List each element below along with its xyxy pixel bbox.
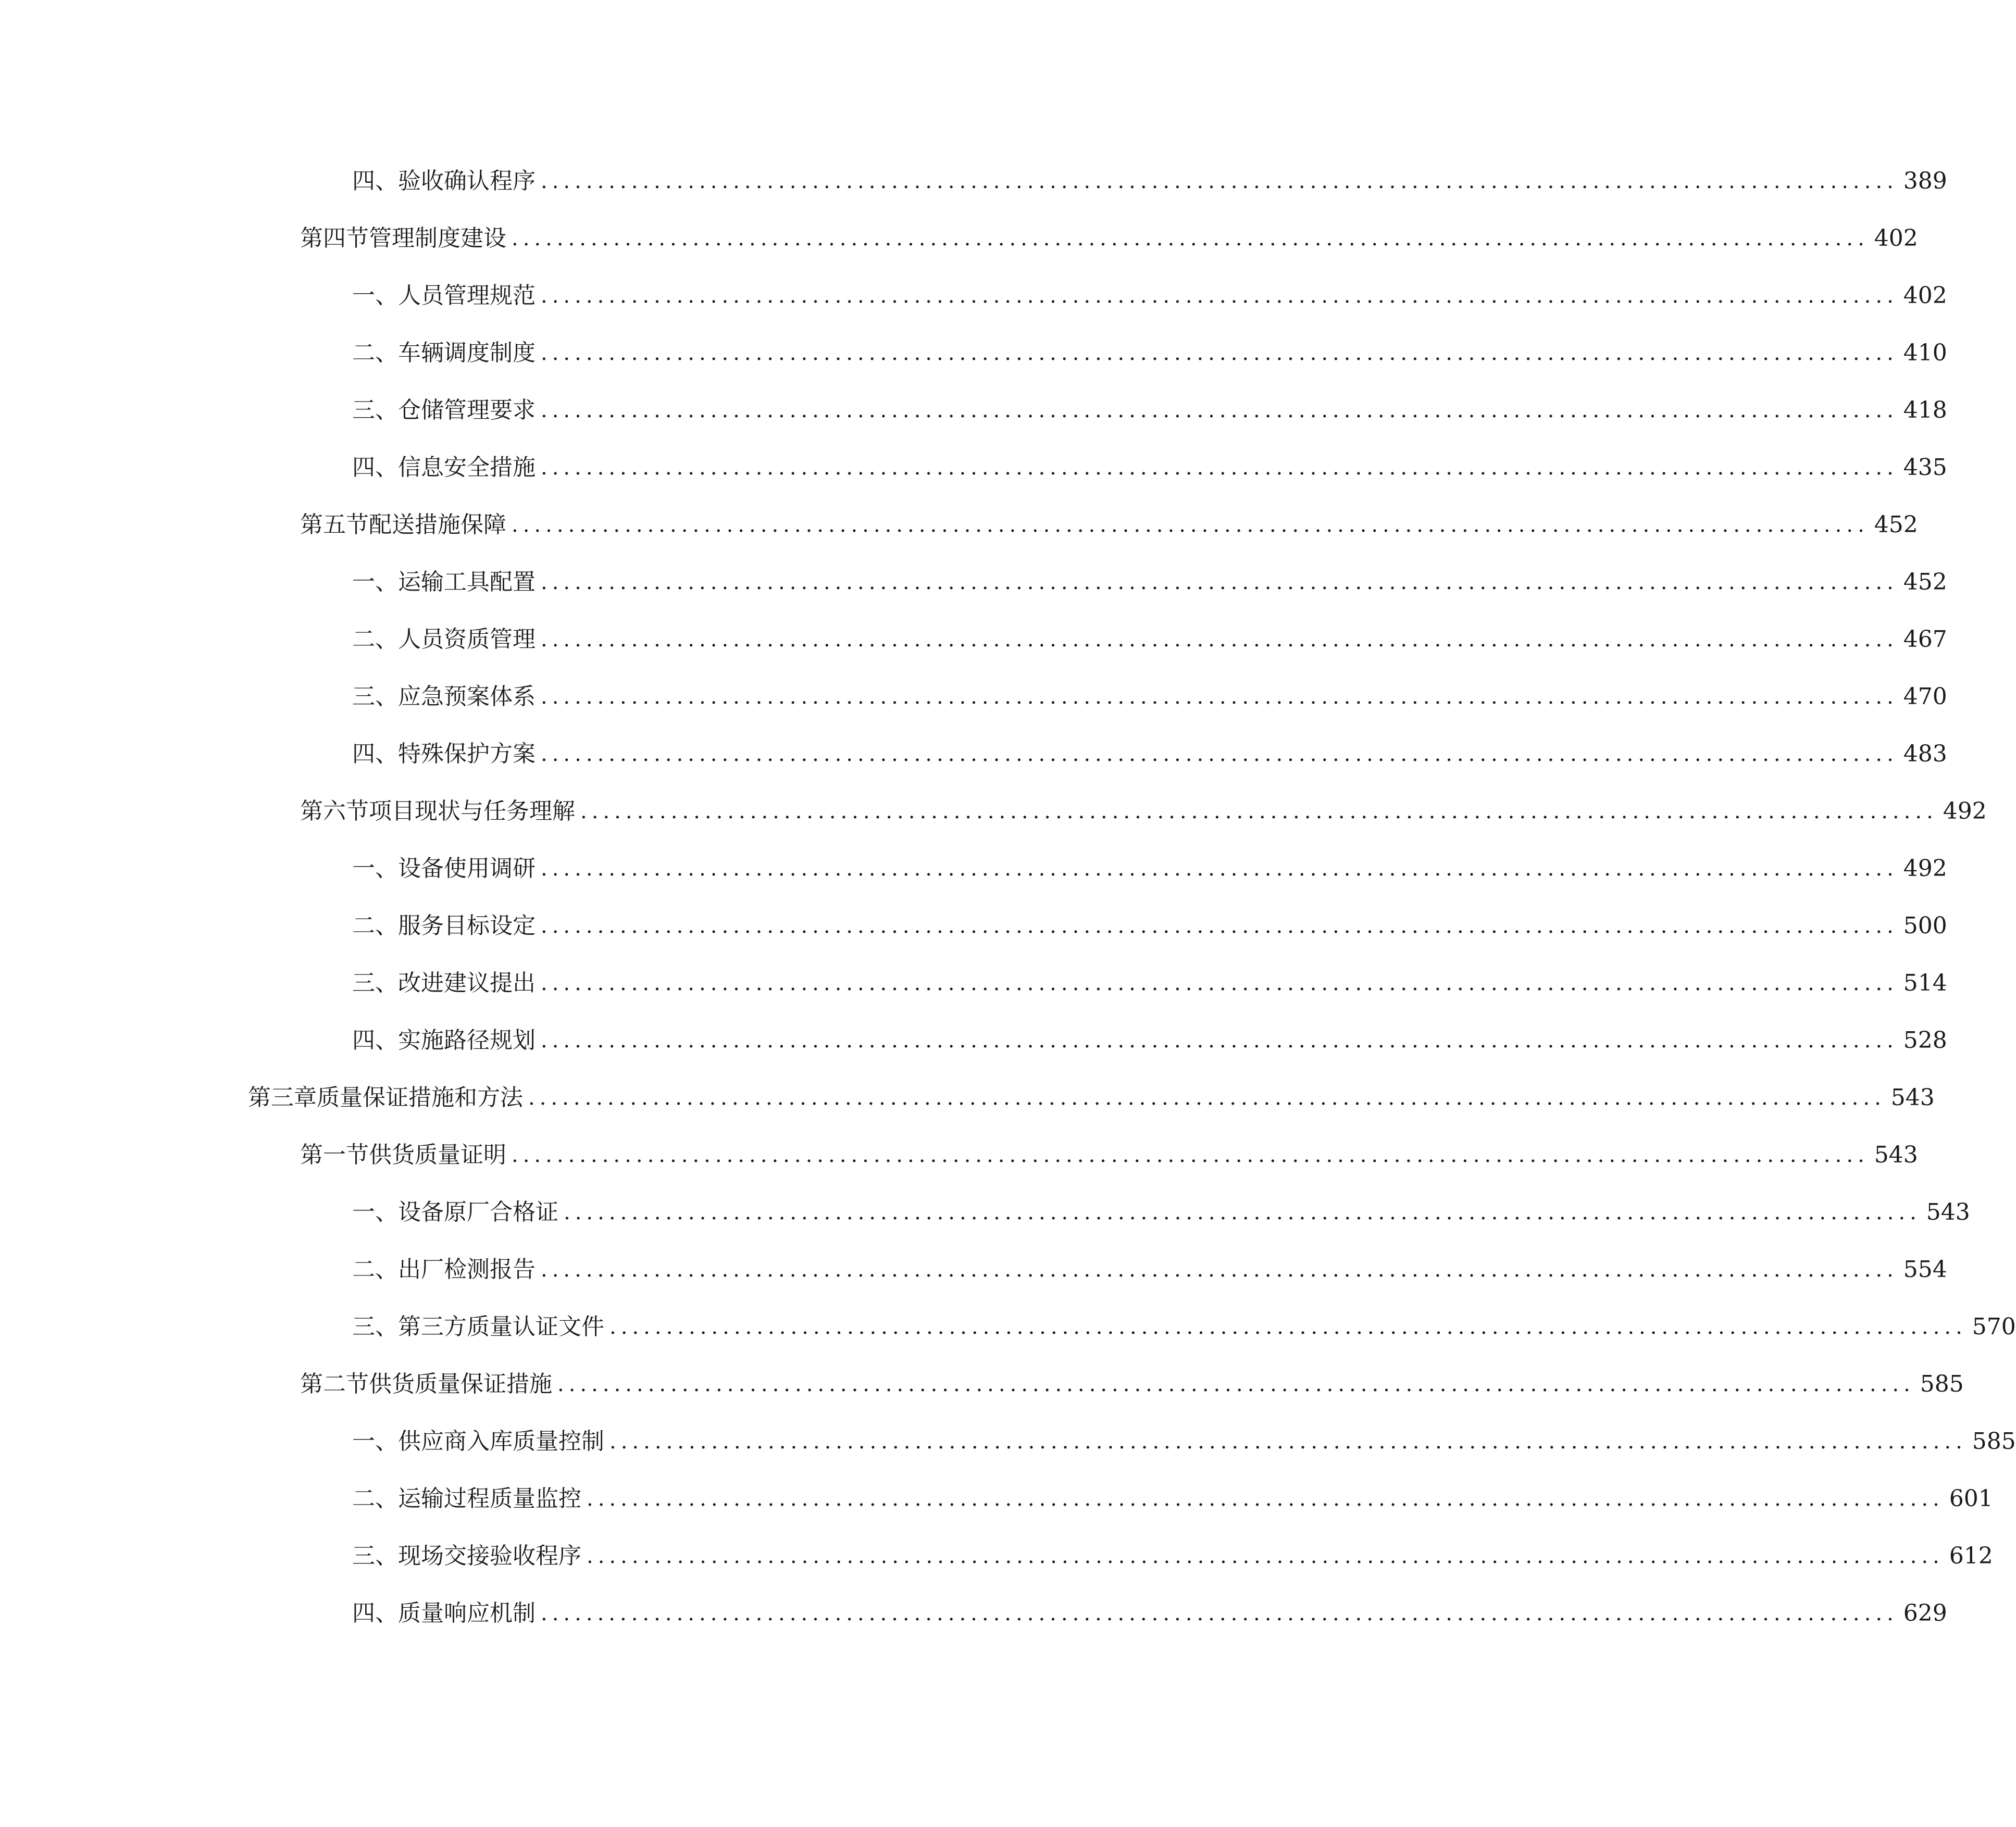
toc-entry-title: 供货质量证明 [369, 1142, 506, 1168]
toc-entry-number: 四、 [352, 741, 398, 767]
toc-entry-number: 四、 [352, 1027, 398, 1054]
toc-entry-page: 452 [1874, 511, 1918, 538]
toc-entry-page: 570 [1972, 1313, 2016, 1340]
toc-entry-page: 467 [1903, 626, 1947, 653]
toc-entry-title: 运输工具配置 [398, 569, 536, 595]
toc-entry-number: 第一节 [300, 1142, 369, 1168]
dot-leader: ........................................................................................................................ [541, 456, 1898, 480]
toc-entry-title: 人员资质管理 [398, 626, 536, 653]
toc-entry-page: 402 [1903, 282, 1947, 309]
toc-entry[interactable] [0, 1137, 1918, 1173]
toc-entry-number: 二、 [352, 912, 398, 939]
toc-entry[interactable] [0, 1252, 1947, 1288]
dot-leader: ........................................................................................................................ [541, 1029, 1898, 1053]
toc-entry[interactable] [0, 1595, 1947, 1632]
toc-entry-title: 信息安全措施 [398, 454, 536, 481]
toc-entry-number: 二、 [352, 1485, 398, 1512]
toc-entry-title: 配送措施保障 [369, 511, 506, 538]
toc-entry-title: 验收确认程序 [398, 168, 536, 194]
dot-leader: ........................................................................................................................ [541, 398, 1898, 422]
toc-entry[interactable] [0, 163, 1947, 199]
dot-leader: ........................................................................................................................ [541, 857, 1898, 881]
toc-entry-page: 492 [1903, 855, 1947, 882]
dot-leader: ........................................................................................................................ [541, 570, 1898, 594]
toc-entry-title: 出厂检测报告 [398, 1256, 536, 1283]
toc-entry[interactable] [0, 507, 1918, 543]
toc-entry-number: 第三章 [248, 1084, 317, 1111]
toc-entry-title: 实施路径规划 [398, 1027, 536, 1054]
dot-leader: ........................................................................................................................ [512, 1143, 1869, 1167]
toc-entry-title: 供货质量保证措施 [369, 1371, 552, 1397]
toc-entry-title: 质量保证措施和方法 [317, 1084, 523, 1111]
toc-entry-page: 402 [1874, 225, 1918, 252]
toc-entry[interactable] [0, 392, 1947, 429]
dot-leader: ........................................................................................................................ [541, 341, 1898, 365]
toc-entry-page: 389 [1903, 168, 1947, 194]
dot-leader: ........................................................................................................................ [541, 1258, 1898, 1282]
toc-entry-title: 应急预案体系 [398, 683, 536, 710]
dot-leader: ........................................................................................................................ [512, 227, 1869, 251]
toc-entry-page: 410 [1903, 340, 1947, 366]
toc-entry[interactable] [0, 1080, 1935, 1116]
toc-entry[interactable] [0, 335, 1947, 371]
toc-entry-number: 一、 [352, 1428, 398, 1455]
toc-entry-title: 改进建议提出 [398, 970, 536, 996]
dot-leader: ........................................................................................................................ [541, 628, 1898, 652]
toc-entry[interactable] [0, 736, 1947, 772]
toc-entry-title: 人员管理规范 [398, 282, 536, 309]
toc-entry[interactable] [0, 1194, 1970, 1231]
toc-entry[interactable] [0, 793, 1987, 830]
toc-entry-number: 二、 [352, 626, 398, 653]
toc-entry-number: 第五节 [300, 511, 369, 538]
toc-entry[interactable] [0, 278, 1947, 314]
toc-entry[interactable] [0, 679, 1947, 715]
toc-entry-title: 项目现状与任务理解 [369, 798, 575, 824]
dot-leader: ........................................................................................................................ [512, 513, 1869, 537]
toc-entry-title: 服务目标设定 [398, 912, 536, 939]
toc-entry-page: 629 [1903, 1600, 1947, 1626]
toc-entry-page: 543 [1926, 1199, 1970, 1225]
dot-leader: ........................................................................................................................ [541, 742, 1898, 766]
toc-entry[interactable] [0, 1481, 1993, 1517]
toc-entry-number: 四、 [352, 454, 398, 481]
toc-entry[interactable] [0, 965, 1947, 1002]
toc-entry[interactable] [0, 621, 1947, 658]
toc-entry-page: 514 [1903, 970, 1947, 996]
toc-entry-page: 435 [1903, 454, 1947, 481]
toc-entry-number: 二、 [352, 340, 398, 366]
toc-entry[interactable] [0, 1538, 1993, 1574]
dot-leader: ........................................................................................................................ [557, 1372, 1915, 1396]
dot-leader: ........................................................................................................................ [541, 169, 1898, 193]
toc-entry-page: 500 [1903, 912, 1947, 939]
toc-entry-page: 543 [1874, 1142, 1918, 1168]
toc-entry-page: 470 [1903, 683, 1947, 710]
dot-leader: ........................................................................................................................ [564, 1200, 1921, 1224]
toc-entry-title: 运输过程质量监控 [398, 1485, 581, 1512]
toc-entry-number: 四、 [352, 168, 398, 194]
toc-entry[interactable] [0, 220, 1918, 257]
dot-leader: ........................................................................................................................ [541, 284, 1898, 308]
toc-entry-title: 车辆调度制度 [398, 340, 536, 366]
dot-leader: ........................................................................................................................ [541, 685, 1898, 709]
dot-leader: ........................................................................................................................ [528, 1086, 1886, 1110]
toc-entry-number: 一、 [352, 855, 398, 882]
toc-entry-page: 601 [1949, 1485, 1993, 1512]
toc-entry-title: 第三方质量认证文件 [398, 1313, 604, 1340]
toc-entry-number: 一、 [352, 282, 398, 309]
toc-entry-title: 设备原厂合格证 [398, 1199, 558, 1225]
toc-entry-title: 管理制度建设 [369, 225, 506, 252]
toc-entry-title: 供应商入库质量控制 [398, 1428, 604, 1455]
toc-entry[interactable] [0, 1423, 2016, 1460]
toc-entry-page: 418 [1903, 397, 1947, 423]
dot-leader: ........................................................................................................................ [580, 799, 1938, 823]
toc-entry-page: 528 [1903, 1027, 1947, 1054]
dot-leader: ........................................................................................................................ [541, 1601, 1898, 1625]
toc-entry-number: 三、 [352, 970, 398, 996]
toc-entry[interactable] [0, 1309, 2016, 1345]
toc-entry[interactable] [0, 850, 1947, 887]
toc-entry-page: 585 [1920, 1371, 1964, 1397]
toc-entry-page: 612 [1949, 1543, 1993, 1569]
toc-entry-number: 二、 [352, 1256, 398, 1283]
toc-entry-page: 543 [1890, 1084, 1935, 1111]
toc-entry-number: 三、 [352, 1543, 398, 1569]
toc-entry-page: 554 [1903, 1256, 1947, 1283]
toc-entry-title: 现场交接验收程序 [398, 1543, 581, 1569]
toc-entry-title: 特殊保护方案 [398, 741, 536, 767]
toc-entry[interactable] [0, 908, 1947, 944]
dot-leader: ........................................................................................................................ [609, 1430, 1967, 1454]
toc-entry-number: 第六节 [300, 798, 369, 824]
toc-entry-number: 第二节 [300, 1371, 369, 1397]
toc-entry-page: 483 [1903, 741, 1947, 767]
toc-entry[interactable] [0, 1366, 1964, 1403]
toc-entry-page: 452 [1903, 569, 1947, 595]
dot-leader: ........................................................................................................................ [541, 971, 1898, 995]
toc-entry-page: 585 [1972, 1428, 2016, 1455]
toc-entry[interactable] [0, 564, 1947, 600]
dot-leader: ........................................................................................................................ [609, 1315, 1967, 1339]
toc-entry-number: 三、 [352, 1313, 398, 1340]
toc-entry-number: 四、 [352, 1600, 398, 1626]
toc-entry-title: 仓储管理要求 [398, 397, 536, 423]
toc-entry-page: 492 [1943, 798, 1987, 824]
toc-entry-number: 第四节 [300, 225, 369, 252]
toc-entry[interactable] [0, 1022, 1947, 1059]
toc-entry-title: 设备使用调研 [398, 855, 536, 882]
toc-entry-number: 一、 [352, 569, 398, 595]
toc-entry-title: 质量响应机制 [398, 1600, 536, 1626]
toc-entry-number: 三、 [352, 397, 398, 423]
toc-entry-number: 三、 [352, 683, 398, 710]
toc-entry[interactable] [0, 449, 1947, 486]
toc-entry-number: 一、 [352, 1199, 398, 1225]
dot-leader: ........................................................................................................................ [541, 914, 1898, 938]
dot-leader: ........................................................................................................................ [587, 1487, 1944, 1511]
dot-leader: ........................................................................................................................ [587, 1544, 1944, 1568]
